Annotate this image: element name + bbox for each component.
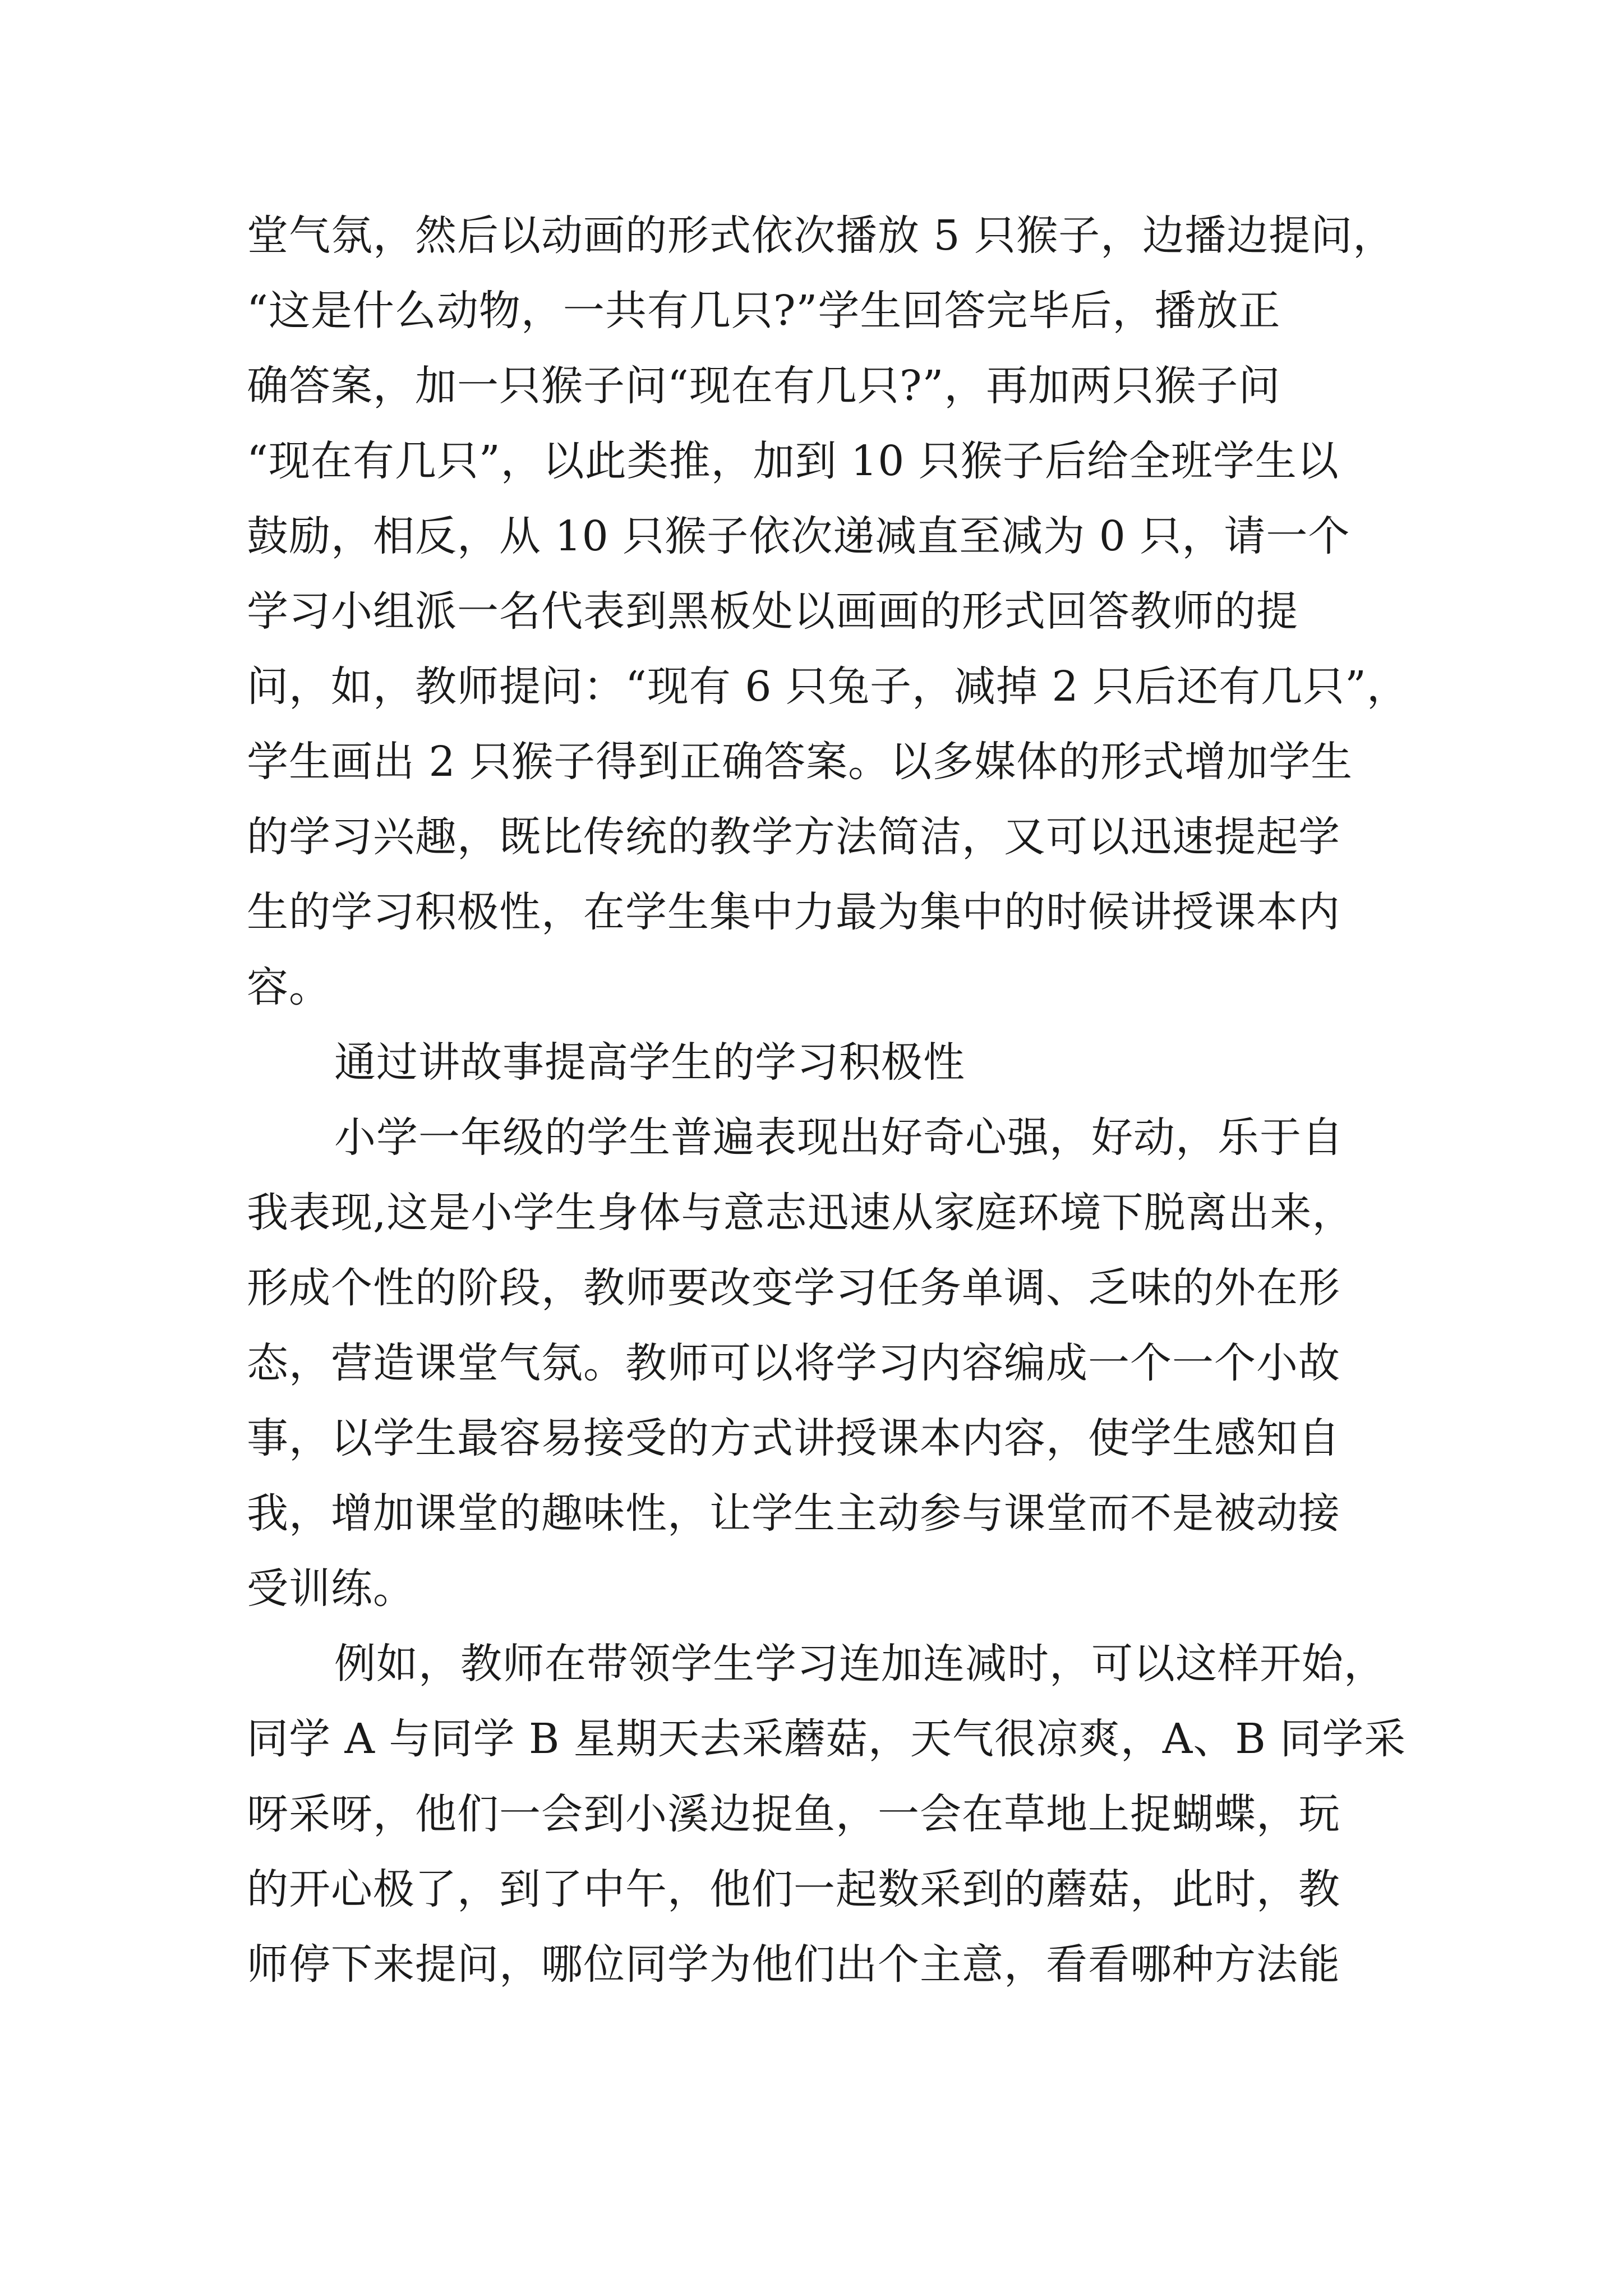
text-line: 学生画出 2 只猴子得到正确答案。以多媒体的形式增加学生 (247, 738, 1353, 786)
text-line: 堂气氛，然后以动画的形式依次播放 5 只猴子，边播边提问， (247, 211, 1395, 260)
text-line: 小学一年级的学生普遍表现出好奇心强，好动，乐于自 (334, 1114, 1344, 1162)
text-line: 确答案，加一只猴子问“现在有几只?”，再加两只猴子问 (247, 362, 1281, 410)
text-line: 问，如，教师提问：“现有 6 只兔子，减掉 2 只后还有几只”， (247, 662, 1409, 711)
text-line: 师停下来提问，哪位同学为他们出个主意，看看哪种方法能 (247, 1940, 1340, 1989)
text-line: 我表现,这是小学生身体与意志迅速从家庭环境下脱离出来， (247, 1189, 1354, 1237)
text-line: 容。 (247, 963, 331, 1011)
text-line: 受训练。 (247, 1565, 415, 1613)
text-line: 鼓励，相反，从 10 只猴子依次递减直至减为 0 只，请一个 (247, 512, 1350, 560)
text-line: 生的学习积极性，在学生集中力最为集中的时候讲授课本内 (247, 888, 1340, 936)
section-heading: 通过讲故事提高学生的学习积极性 (334, 1038, 965, 1087)
text-line: 同学 A 与同学 B 星期天去采蘑菇，天气很凉爽，A、B 同学采 (247, 1715, 1407, 1763)
text-line: 形成个性的阶段，教师要改变学习任务单调、乏味的外在形 (247, 1264, 1340, 1312)
text-line: 的学习兴趣，既比传统的教学方法简洁，又可以迅速提起学 (247, 813, 1340, 861)
text-line: 呀采呀，他们一会到小溪边捉鱼，一会在草地上捉蝴蝶，玩 (247, 1790, 1340, 1838)
text-line: 事，以学生最容易接受的方式讲授课本内容，使学生感知自 (247, 1414, 1340, 1462)
text-line: 例如，教师在带领学生学习连加连减时，可以这样开始， (334, 1640, 1386, 1688)
text-line: “这是什么动物，一共有几只?”学生回答完毕后，播放正 (247, 287, 1281, 335)
text-line: 的开心极了，到了中午，他们一起数采到的蘑菇，此时，教 (247, 1865, 1340, 1913)
text-line: 我，增加课堂的趣味性，让学生主动参与课堂而不是被动接 (247, 1489, 1340, 1538)
text-line: “现在有几只”，以此类推，加到 10 只猴子后给全班学生以 (247, 437, 1339, 485)
text-line: 学习小组派一名代表到黑板处以画画的形式回答教师的提 (247, 587, 1298, 636)
text-line: 态，营造课堂气氛。教师可以将学习内容编成一个一个小故 (247, 1339, 1340, 1387)
